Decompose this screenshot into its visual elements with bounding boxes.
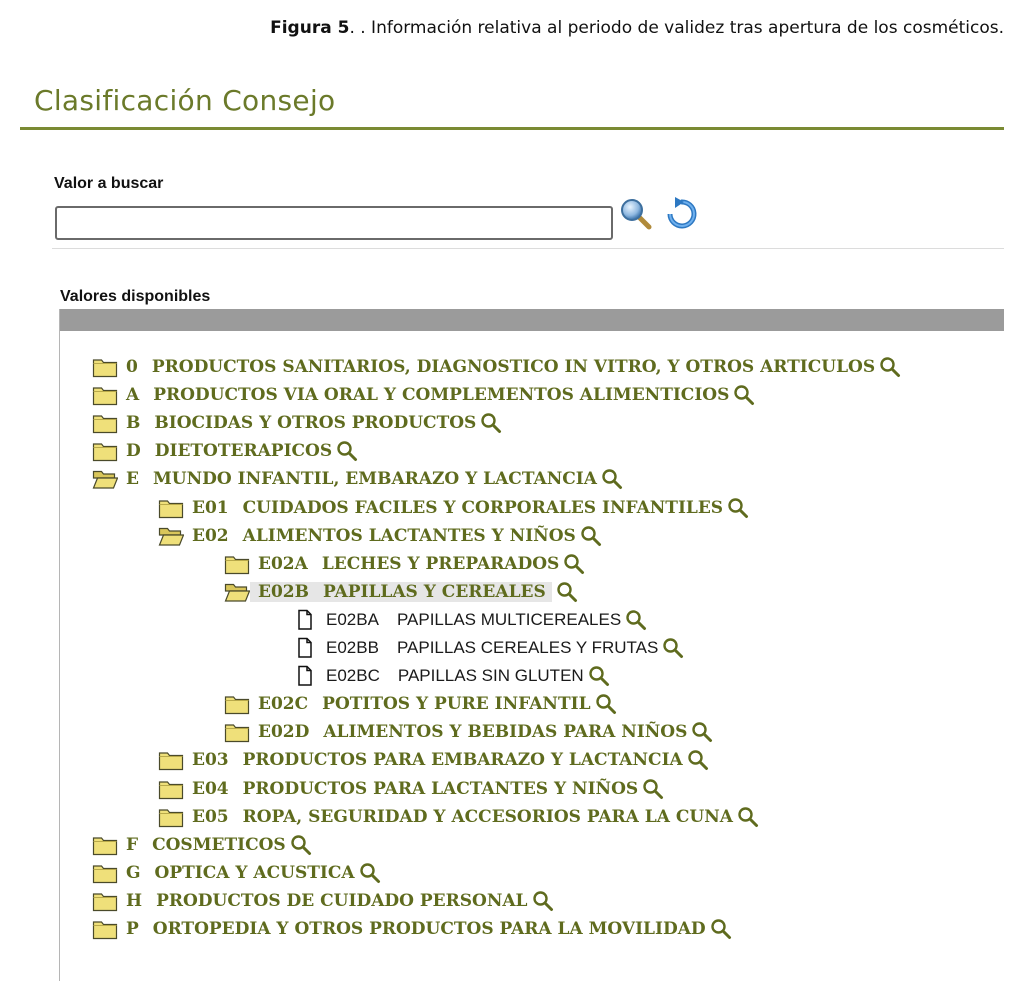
tree-item[interactable] xyxy=(224,690,617,718)
folder-closed-icon[interactable] xyxy=(224,693,250,715)
tree-item-label: ALIMENTOS Y BEBIDAS PARA NIÑOS xyxy=(323,722,688,743)
tree-item[interactable] xyxy=(92,915,732,943)
folder-open-icon[interactable] xyxy=(224,581,250,603)
tree-item-label: CUIDADOS FACILES Y CORPORALES INFANTILES xyxy=(242,497,724,518)
tree-item-label: PRODUCTOS VIA ORAL Y COMPLEMENTOS ALIMENTICIOS xyxy=(153,385,730,406)
tree-item-label: DIETOTERAPICOS xyxy=(154,441,333,462)
tree-item[interactable] xyxy=(158,746,709,774)
folder-closed-icon[interactable] xyxy=(158,497,184,519)
tree-item[interactable] xyxy=(224,718,713,746)
tree-item-text[interactable] xyxy=(118,385,729,405)
tree-item-code: G xyxy=(126,862,141,883)
tree-item-selected[interactable] xyxy=(250,582,552,602)
tree-item-label: POTITOS Y PURE INFANTIL xyxy=(322,694,591,715)
search-icon[interactable] xyxy=(290,834,312,856)
search-icon[interactable] xyxy=(737,806,759,828)
folder-closed-icon[interactable] xyxy=(92,412,118,434)
tree-item[interactable] xyxy=(224,550,585,578)
tree-item-label: BIOCIDAS Y OTROS PRODUCTOS xyxy=(154,413,477,434)
tree-item[interactable] xyxy=(92,465,623,493)
search-icon[interactable] xyxy=(480,412,502,434)
tree-item-text[interactable] xyxy=(318,610,621,630)
tree-item-code: E01 xyxy=(192,497,229,518)
tree-item-code: E02A xyxy=(258,553,308,574)
tree-item-text[interactable] xyxy=(184,807,733,827)
tree-item-code: E02BA xyxy=(326,609,379,629)
tree-item-label: LECHES Y PREPARADOS xyxy=(321,553,560,574)
tree-item-code: A xyxy=(126,385,140,406)
search-icon[interactable] xyxy=(601,468,623,490)
search-label: Valor a buscar xyxy=(54,175,164,192)
tree-item[interactable] xyxy=(92,381,755,409)
search-icon[interactable] xyxy=(563,553,585,575)
tree-item-label: COSMETICOS xyxy=(152,834,286,855)
tree-item[interactable] xyxy=(92,437,358,465)
folder-open-icon[interactable] xyxy=(158,525,184,547)
search-input[interactable] xyxy=(55,206,613,240)
search-icon[interactable] xyxy=(625,609,647,631)
document-icon[interactable] xyxy=(292,665,318,687)
search-icon[interactable] xyxy=(532,890,554,912)
figure-caption xyxy=(270,18,1004,38)
tree-item-label: PRODUCTOS PARA EMBARAZO Y LACTANCIA xyxy=(242,750,683,771)
search-icon[interactable] xyxy=(662,637,684,659)
folder-closed-icon[interactable] xyxy=(158,806,184,828)
tree-item-text[interactable] xyxy=(184,526,576,546)
tree-item-text[interactable] xyxy=(318,638,658,658)
folder-closed-icon[interactable] xyxy=(224,721,250,743)
tree-item-text[interactable] xyxy=(118,413,476,433)
figure-caption-text: . . Información relativa al periodo de validez tras apertura de los cosméticos. xyxy=(349,18,1004,38)
tree-item-text[interactable] xyxy=(118,919,706,939)
tree-item-code: B xyxy=(126,413,141,434)
search-icon[interactable] xyxy=(879,356,901,378)
tree-item-code: E05 xyxy=(192,806,229,827)
tree-item-label: PAPILLAS Y CEREALES xyxy=(322,581,546,602)
tree-item[interactable] xyxy=(158,775,664,803)
search-icon xyxy=(618,196,654,232)
search-icon[interactable] xyxy=(710,918,732,940)
tree-item-code: F xyxy=(126,834,139,855)
tree-item-label: PAPILLAS CEREALES Y FRUTAS xyxy=(396,638,659,657)
search-icon[interactable] xyxy=(687,749,709,771)
page-title: Clasificación Consejo xyxy=(34,84,336,117)
refresh-button[interactable] xyxy=(664,196,698,232)
search-icon[interactable] xyxy=(595,693,617,715)
tree-item-code: 0 xyxy=(126,357,138,377)
tree-item-code: E03 xyxy=(192,750,229,771)
search-icon[interactable] xyxy=(733,384,755,406)
tree-item-label: PAPILLAS MULTICEREALES xyxy=(396,609,622,629)
title-divider xyxy=(20,127,1004,130)
folder-closed-icon[interactable] xyxy=(158,778,184,800)
tree-item[interactable] xyxy=(92,353,901,381)
tree-item[interactable] xyxy=(92,831,312,859)
folder-open-icon[interactable] xyxy=(92,468,118,490)
tree-item[interactable] xyxy=(292,662,610,690)
tree-item-label: PRODUCTOS SANITARIOS, DIAGNOSTICO IN VITRO, Y OTROS ARTICULOS xyxy=(151,357,876,377)
refresh-icon xyxy=(664,196,698,232)
search-icon[interactable] xyxy=(336,440,358,462)
tree-item[interactable] xyxy=(158,494,749,522)
tree-border xyxy=(59,309,60,981)
tree-item-code: E02 xyxy=(192,525,229,546)
tree-item[interactable] xyxy=(92,859,381,887)
tree-item-code: E02B xyxy=(258,581,309,602)
tree-item[interactable] xyxy=(224,578,578,606)
tree-item-label: PAPILLAS SIN GLUTEN xyxy=(397,666,584,686)
tree-item-label: ROPA, SEGURIDAD Y ACCESORIOS PARA LA CUNA xyxy=(242,806,733,827)
tree-item-code: E02BB xyxy=(326,638,379,657)
tree-item-label: ALIMENTOS LACTANTES Y NIÑOS xyxy=(242,525,576,546)
search-icon[interactable] xyxy=(691,721,713,743)
search-divider xyxy=(52,248,1004,249)
folder-closed-icon[interactable] xyxy=(92,862,118,884)
tree-item-code: E04 xyxy=(192,778,229,799)
tree-item-text[interactable] xyxy=(250,554,559,574)
tree-item-text[interactable] xyxy=(250,694,591,714)
tree-item-text[interactable] xyxy=(118,357,875,377)
tree-item-code: E02BC xyxy=(326,666,380,686)
folder-closed-icon[interactable] xyxy=(92,440,118,462)
folder-closed-icon[interactable] xyxy=(158,749,184,771)
document-icon[interactable] xyxy=(292,609,318,631)
tree-item[interactable] xyxy=(92,409,502,437)
tree-item-text[interactable] xyxy=(118,863,355,883)
folder-closed-icon[interactable] xyxy=(224,553,250,575)
tree-item[interactable] xyxy=(92,887,554,915)
tree-item[interactable] xyxy=(158,803,759,831)
tree-item-text[interactable] xyxy=(118,891,528,911)
search-icon[interactable] xyxy=(359,862,381,884)
folder-closed-icon[interactable] xyxy=(92,834,118,856)
document-icon[interactable] xyxy=(292,637,318,659)
tree-item-text[interactable] xyxy=(318,666,584,686)
tree-item-label: ORTOPEDIA Y OTROS PRODUCTOS PARA LA MOVILIDAD xyxy=(152,919,706,939)
search-icon[interactable] xyxy=(642,778,664,800)
tree-item-code: D xyxy=(126,441,141,462)
tree-header-bar xyxy=(60,309,1004,331)
tree-item-code: E02C xyxy=(258,694,309,715)
folder-closed-icon[interactable] xyxy=(92,384,118,406)
folder-closed-icon[interactable] xyxy=(92,356,118,378)
search-icon[interactable] xyxy=(580,525,602,547)
tree-item-label: PRODUCTOS PARA LACTANTES Y NIÑOS xyxy=(242,778,639,799)
tree-item-text[interactable] xyxy=(250,722,687,742)
tree-item-code: P xyxy=(126,919,139,939)
tree-item-text[interactable] xyxy=(184,779,638,799)
tree-item-label: MUNDO INFANTIL, EMBARAZO Y LACTANCIA xyxy=(152,469,597,490)
tree-item-code: E02D xyxy=(258,722,310,743)
tree-item[interactable] xyxy=(292,634,684,662)
tree-item-text[interactable] xyxy=(118,469,597,489)
tree-item[interactable] xyxy=(158,522,602,550)
folder-closed-icon[interactable] xyxy=(92,918,118,940)
tree-item-code: H xyxy=(126,890,143,911)
folder-closed-icon[interactable] xyxy=(92,890,118,912)
available-values-label: Valores disponibles xyxy=(60,288,211,305)
tree-item-label: PRODUCTOS DE CUIDADO PERSONAL xyxy=(156,890,528,911)
tree-item-label: OPTICA Y ACUSTICA xyxy=(154,862,355,883)
tree-item-text[interactable] xyxy=(118,441,332,461)
search-icon[interactable] xyxy=(727,497,749,519)
tree-item-text[interactable] xyxy=(118,835,286,855)
search-button[interactable] xyxy=(618,196,654,232)
tree-item-text[interactable] xyxy=(184,498,723,518)
tree-item-text[interactable] xyxy=(184,750,683,770)
tree-item-code: E xyxy=(126,469,139,490)
figure-number: Figura 5 xyxy=(270,18,350,38)
search-icon[interactable] xyxy=(556,581,578,603)
search-icon[interactable] xyxy=(588,665,610,687)
tree-item[interactable] xyxy=(292,606,647,634)
